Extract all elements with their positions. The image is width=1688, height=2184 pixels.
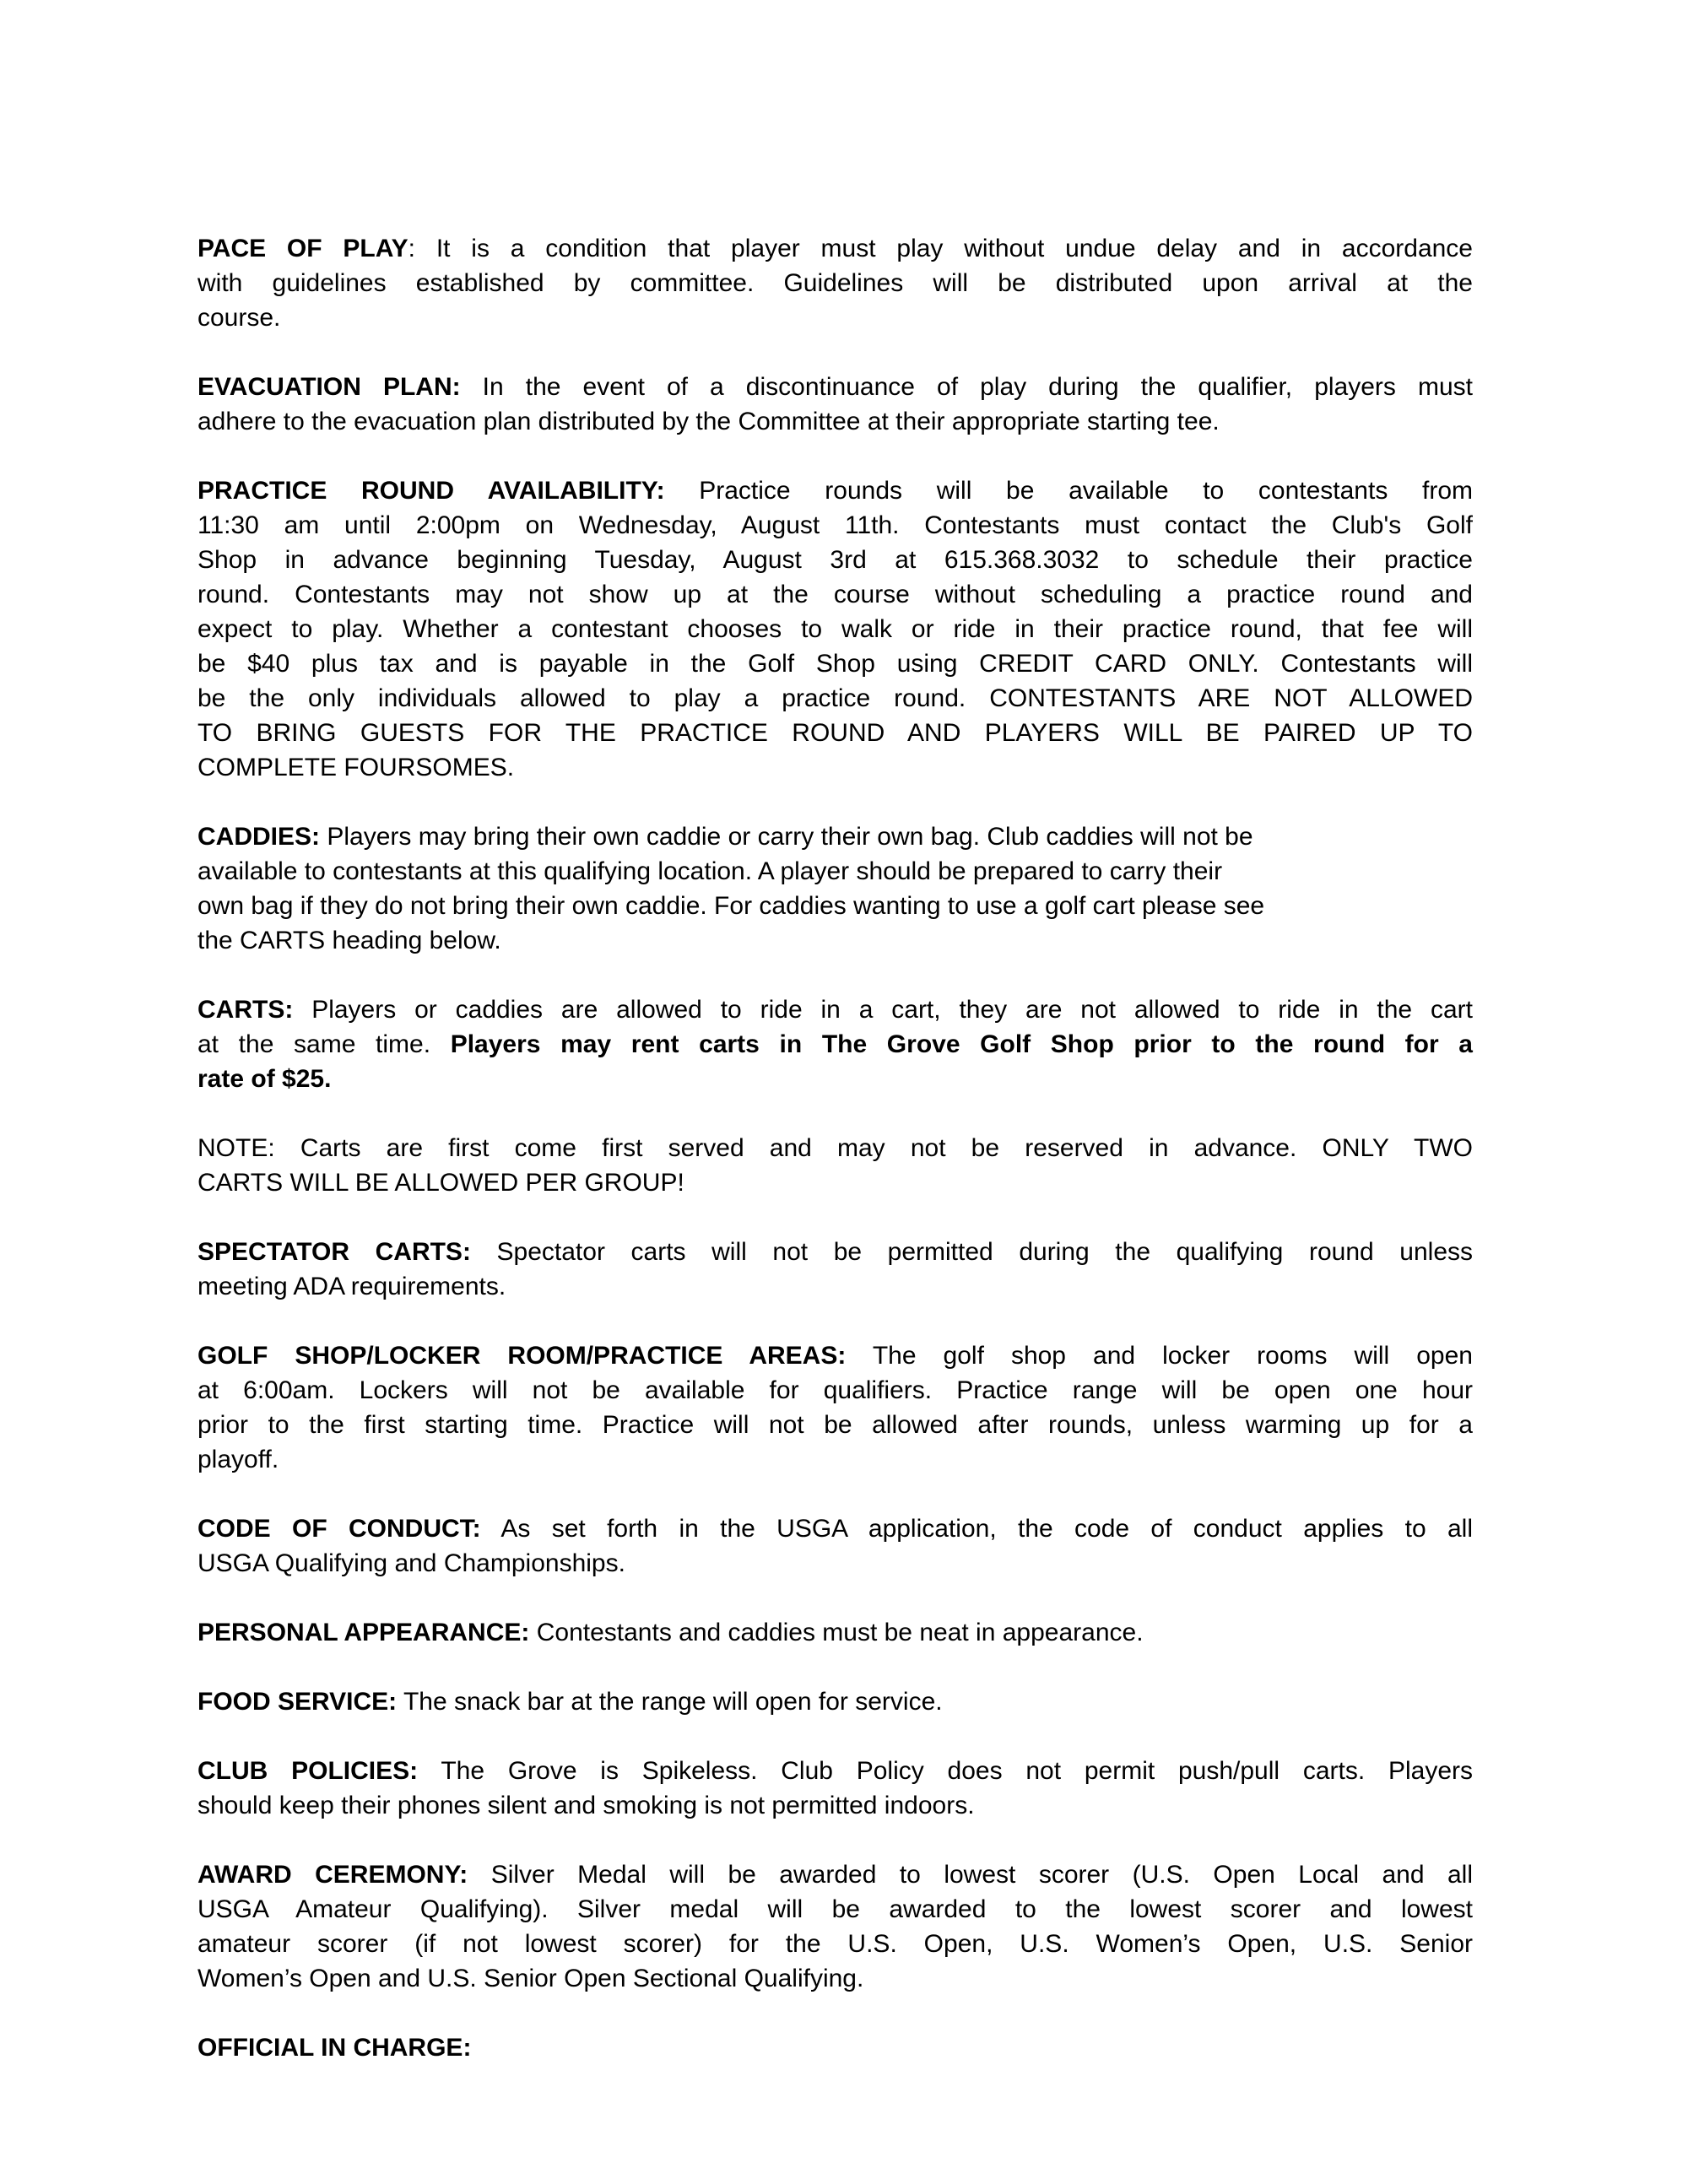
text-line bbox=[197, 1546, 1473, 1581]
paragraph-club-policies bbox=[197, 1754, 1473, 1823]
paragraph-caddies bbox=[197, 819, 1473, 958]
body-text: USGA Amateur Qualifying). Silver medal will be awarded to the lowest scorer and lowest bbox=[197, 1895, 1473, 1923]
body-text: USGA Qualifying and Championships. bbox=[197, 1549, 625, 1577]
body-text: CARTS WILL BE ALLOWED PER GROUP! bbox=[197, 1169, 684, 1197]
text-line bbox=[197, 404, 1473, 439]
bold-text: GOLF SHOP/LOCKER ROOM/PRACTICE AREAS: bbox=[197, 1342, 847, 1370]
text-line bbox=[197, 716, 1473, 750]
body-text: NOTE: Carts are first come first served and may not be reserved in advance. ONLY TWO bbox=[197, 1134, 1473, 1162]
body-text: with guidelines established by committee. Guidelines will be distributed upon arrival at the bbox=[197, 269, 1473, 297]
paragraph-golf-shop bbox=[197, 1338, 1473, 1477]
text-line bbox=[197, 819, 1473, 854]
text-line bbox=[197, 923, 1473, 958]
body-text: should keep their phones silent and smoking is not permitted indoors. bbox=[197, 1792, 975, 1819]
paragraph-evacuation-plan bbox=[197, 370, 1473, 439]
bold-text: AWARD CEREMONY: bbox=[197, 1861, 468, 1889]
text-line bbox=[197, 1165, 1473, 1200]
text-line bbox=[197, 508, 1473, 543]
body-text: As set forth in the USGA application, the code of conduct applies to all bbox=[480, 1515, 1473, 1543]
body-text: playoff. bbox=[197, 1446, 279, 1473]
text-line bbox=[197, 1408, 1473, 1442]
bold-text: Players may rent carts in The Grove Golf Shop prior to the round for a bbox=[450, 1030, 1473, 1058]
body-text: amateur scorer (if not lowest scorer) for the U.S. Open, U.S. Women’s Open, U.S. Senior bbox=[197, 1930, 1473, 1958]
paragraph-personal-appearance bbox=[197, 1615, 1473, 1650]
text-line bbox=[197, 1373, 1473, 1408]
paragraph-code-of-conduct bbox=[197, 1511, 1473, 1581]
body-text: Practice rounds will be available to contestants from bbox=[664, 477, 1473, 505]
body-text: Women’s Open and U.S. Senior Open Sectional Qualifying. bbox=[197, 1965, 864, 1992]
body-text: Contestants and caddies must be neat in appearance. bbox=[529, 1619, 1144, 1646]
body-text: prior to the first starting time. Practice will not be allowed after rounds, unless warming up for a bbox=[197, 1411, 1473, 1439]
text-line bbox=[197, 266, 1473, 300]
bold-text: PACE OF PLAY bbox=[197, 235, 408, 262]
body-text: course. bbox=[197, 304, 281, 332]
body-text: at the same time. bbox=[197, 1030, 451, 1058]
body-text: Players or caddies are allowed to ride in a cart, they are not allowed to ride in the cart bbox=[293, 996, 1473, 1024]
body-text: 11:30 am until 2:00pm on Wednesday, August 11th. Contestants must contact the Club's Golf bbox=[197, 511, 1473, 539]
text-line bbox=[197, 1754, 1473, 1788]
text-line bbox=[197, 370, 1473, 404]
body-text: The Grove is Spikeless. Club Policy does not permit push/pull carts. Players bbox=[418, 1757, 1474, 1785]
text-line bbox=[197, 612, 1473, 646]
body-text: : It is a condition that player must play without undue delay and in accordance bbox=[408, 235, 1473, 262]
bold-text: PERSONAL APPEARANCE: bbox=[197, 1619, 530, 1646]
text-line bbox=[197, 854, 1473, 889]
body-text: Silver Medal will be awarded to lowest scorer (U.S. Open Local and all bbox=[468, 1861, 1473, 1889]
document-body bbox=[197, 231, 1473, 2100]
body-text: be the only individuals allowed to play a practice round. CONTESTANTS ARE NOT ALLOWED bbox=[197, 684, 1473, 712]
body-text: TO BRING GUESTS FOR THE PRACTICE ROUND AND PLAYERS WILL BE PAIRED UP TO bbox=[197, 719, 1473, 747]
body-text: adhere to the evacuation plan distributed by the Committee at their appropriate starting tee. bbox=[197, 408, 1220, 435]
bold-text: SPECTATOR CARTS: bbox=[197, 1238, 471, 1266]
text-line bbox=[197, 1131, 1473, 1165]
body-text: Spectator carts will not be permitted during the qualifying round unless bbox=[470, 1238, 1474, 1266]
body-text: In the event of a discontinuance of play during the qualifier, players must bbox=[460, 373, 1473, 401]
text-line bbox=[197, 1788, 1473, 1823]
text-line bbox=[197, 1062, 1473, 1096]
text-line bbox=[197, 889, 1473, 923]
paragraph-pace-of-play bbox=[197, 231, 1473, 335]
bold-text: rate of $25. bbox=[197, 1065, 332, 1093]
body-text: COMPLETE FOURSOMES. bbox=[197, 754, 515, 781]
bold-text: CARTS: bbox=[197, 996, 294, 1024]
text-line bbox=[197, 1615, 1473, 1650]
body-text: own bag if they do not bring their own caddie. For caddies wanting to use a golf cart please see bbox=[197, 892, 1265, 920]
body-text: expect to play. Whether a contestant chooses to walk or ride in their practice round, that fee will bbox=[197, 615, 1473, 643]
text-line bbox=[197, 1857, 1473, 1892]
text-line bbox=[197, 1927, 1473, 1961]
text-line bbox=[197, 1027, 1473, 1062]
body-text: the CARTS heading below. bbox=[197, 927, 501, 954]
body-text: be $40 plus tax and is payable in the Golf Shop using CREDIT CARD ONLY. Contestants will bbox=[197, 650, 1473, 678]
paragraph-food-service bbox=[197, 1684, 1473, 1719]
text-line bbox=[197, 1442, 1473, 1477]
text-line bbox=[197, 1892, 1473, 1927]
text-line bbox=[197, 1269, 1473, 1304]
paragraph-spectator-carts bbox=[197, 1235, 1473, 1304]
paragraph-carts bbox=[197, 992, 1473, 1096]
bold-text: CODE OF CONDUCT: bbox=[197, 1515, 481, 1543]
body-text: The snack bar at the range will open for service. bbox=[397, 1688, 943, 1716]
paragraph-practice-round bbox=[197, 473, 1473, 785]
bold-text: OFFICIAL IN CHARGE: bbox=[197, 2034, 472, 2062]
paragraph-official-in-charge bbox=[197, 2030, 1473, 2065]
bold-text: CLUB POLICIES: bbox=[197, 1757, 419, 1785]
text-line bbox=[197, 577, 1473, 612]
text-line bbox=[197, 2030, 1473, 2065]
paragraph-carts-note bbox=[197, 1131, 1473, 1200]
body-text: Shop in advance beginning Tuesday, August 3rd at 615.368.3032 to schedule their practice bbox=[197, 546, 1473, 574]
text-line bbox=[197, 1338, 1473, 1373]
text-line bbox=[197, 646, 1473, 681]
text-line bbox=[197, 681, 1473, 716]
bold-text: FOOD SERVICE: bbox=[197, 1688, 398, 1716]
text-line bbox=[197, 750, 1473, 785]
text-line bbox=[197, 543, 1473, 577]
text-line bbox=[197, 992, 1473, 1027]
bold-text: EVACUATION PLAN: bbox=[197, 373, 461, 401]
text-line bbox=[197, 473, 1473, 508]
body-text: round. Contestants may not show up at the course without scheduling a practice round and bbox=[197, 581, 1473, 608]
body-text: meeting ADA requirements. bbox=[197, 1273, 506, 1300]
text-line bbox=[197, 1235, 1473, 1269]
bold-text: CADDIES: bbox=[197, 823, 321, 851]
body-text: at 6:00am. Lockers will not be available for qualifiers. Practice range will be open one hour bbox=[197, 1376, 1473, 1404]
text-line bbox=[197, 1961, 1473, 1996]
paragraph-award-ceremony bbox=[197, 1857, 1473, 1996]
text-line bbox=[197, 1684, 1473, 1719]
bold-text: PRACTICE ROUND AVAILABILITY: bbox=[197, 477, 665, 505]
body-text: The golf shop and locker rooms will open bbox=[846, 1342, 1473, 1370]
body-text: Players may bring their own caddie or carry their own bag. Club caddies will not be bbox=[320, 823, 1253, 851]
body-text: available to contestants at this qualifying location. A player should be prepared to carry their bbox=[197, 857, 1223, 885]
text-line bbox=[197, 1511, 1473, 1546]
text-line bbox=[197, 300, 1473, 335]
text-line bbox=[197, 231, 1473, 266]
